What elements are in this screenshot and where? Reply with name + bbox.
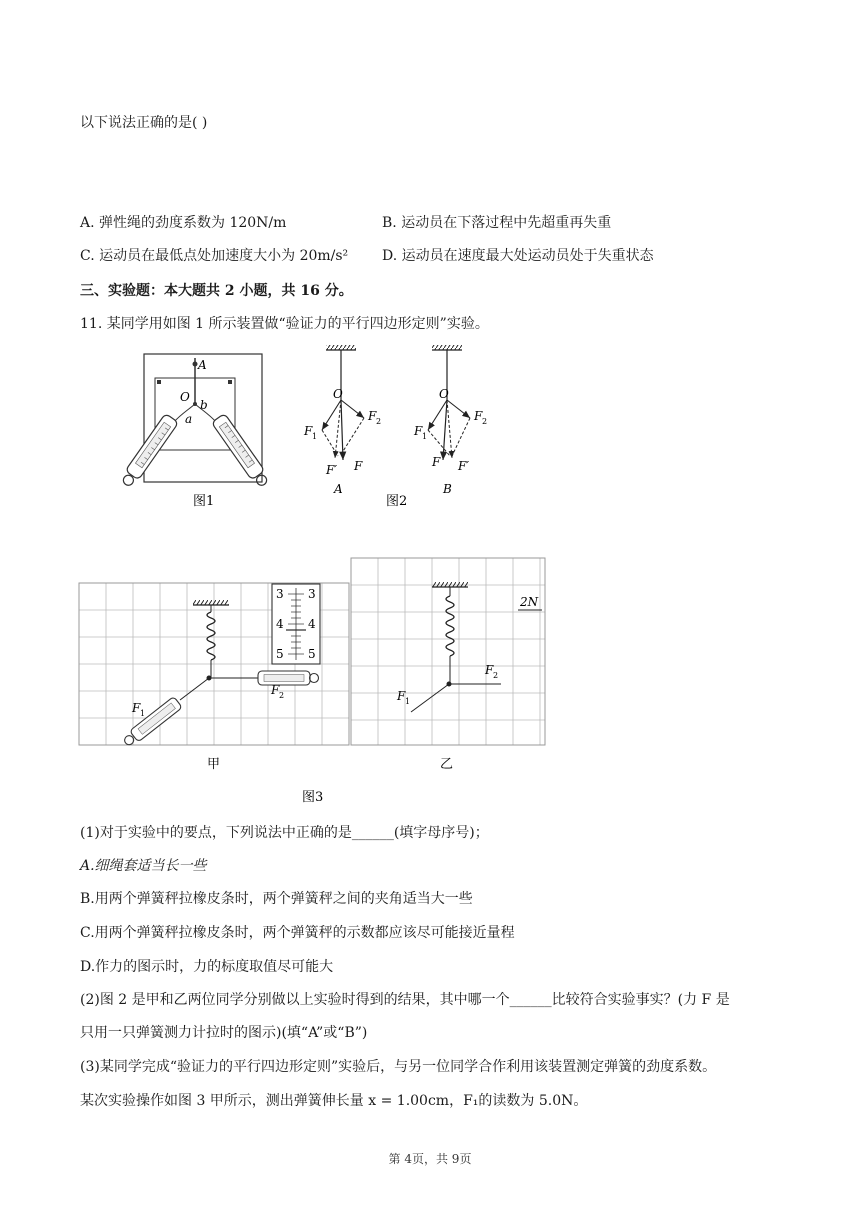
option-c: C. 运动员在最低点处加速度大小为 20m/s² <box>80 248 349 264</box>
svg-text:F: F <box>271 683 280 697</box>
option-d: D. 运动员在速度最大处运动员处于失重状态 <box>382 248 654 264</box>
svg-text:2: 2 <box>493 671 499 680</box>
svg-text:F: F <box>432 455 441 469</box>
sub1-stem: (1)对于实验中的要点，下列说法中正确的是______(填字母序号)； <box>80 825 489 841</box>
sub1-option-b: B.用两个弹簧秤拉橡皮条时，两个弹簧秤之间的夹角适当大一些 <box>80 891 473 907</box>
svg-text:F: F <box>132 701 141 715</box>
fig3-jia: 甲 <box>207 757 221 772</box>
label-o: O <box>180 390 190 404</box>
svg-text:1: 1 <box>140 709 146 718</box>
sub2-line1: (2)图 2 是甲和乙两位同学分别做以上实验时得到的结果，其中哪一个______比较符合实验事实？(力 F 是 <box>80 992 730 1008</box>
page-footer: 第 4页，共 9页 <box>388 1152 472 1166</box>
svg-text:5: 5 <box>308 647 316 661</box>
section-title: 三、实验题：本大题共 2 小题，共 16 分。 <box>80 283 353 299</box>
svg-text:2: 2 <box>482 417 488 426</box>
svg-text:2: 2 <box>279 691 285 700</box>
svg-text:F: F <box>397 689 406 703</box>
figure-1 <box>119 354 271 509</box>
svg-text:1: 1 <box>405 697 411 706</box>
sub3-line1: (3)某同学完成“验证力的平行四边形定则”实验后，与另一位同学合作利用该装置测定弹簧的劲度系数。 <box>80 1059 717 1075</box>
option-a: A. 弹性绳的劲度系数为 120N/m <box>80 215 287 231</box>
svg-text:4: 4 <box>308 617 316 631</box>
figure-3-yi <box>351 558 545 772</box>
svg-text:F: F <box>368 409 377 423</box>
svg-text:2: 2 <box>376 417 382 426</box>
sub1-option-d: D.作力的图示时，力的标度取值尽可能大 <box>80 959 334 975</box>
q11-stem: 11. 某同学用如图 1 所示装置做“验证力的平行四边形定则”实验。 <box>80 316 489 332</box>
label-b: b <box>200 398 208 412</box>
sub1-option-c: C.用两个弹簧秤拉橡皮条时，两个弹簧秤的示数都应该尽可能接近量程 <box>80 925 515 941</box>
svg-text:1: 1 <box>312 432 318 441</box>
fig2-sub-b: B <box>443 482 452 496</box>
figure-2a <box>303 345 407 509</box>
svg-text:3: 3 <box>276 587 284 601</box>
point-a <box>193 362 198 367</box>
fig3-caption: 图3 <box>302 790 324 805</box>
svg-text:5: 5 <box>276 647 284 661</box>
sub3-line2: 某次实验操作如图 3 甲所示，测出弹簧伸长量 x = 1.00cm，F₁的读数为 5.0N。 <box>80 1093 588 1109</box>
sub2-line2: 只用一只弹簧测力计拉时的图示)(填“A”或“B”) <box>80 1025 368 1041</box>
figure-3-jia <box>79 583 349 772</box>
fig1-caption: 图1 <box>193 494 215 509</box>
fig2-sub-a: A <box>334 482 343 496</box>
option-b: B. 运动员在下落过程中先超重再失重 <box>382 215 612 231</box>
svg-text:1: 1 <box>422 432 428 441</box>
question-intro: 以下说法正确的是( ) <box>80 115 208 131</box>
label-a: A <box>198 358 207 372</box>
svg-text:F: F <box>354 459 363 473</box>
fig2-caption: 图2 <box>386 494 408 509</box>
svg-text:F: F <box>414 424 423 438</box>
label-a-small: a <box>185 412 193 426</box>
svg-text:4: 4 <box>276 617 284 631</box>
scale-2n: 2N <box>520 595 539 609</box>
svg-text:O: O <box>333 387 343 401</box>
svg-text:F′: F′ <box>326 463 338 477</box>
svg-text:F: F <box>474 409 483 423</box>
sub1-option-a: A.细绳套适当长一些 <box>80 858 207 874</box>
svg-text:F: F <box>304 424 313 438</box>
fig3-yi: 乙 <box>440 757 454 772</box>
svg-text:F: F <box>485 663 494 677</box>
svg-text:3: 3 <box>308 587 316 601</box>
figure-2b <box>413 345 487 496</box>
svg-text:F′: F′ <box>458 459 470 473</box>
svg-text:O: O <box>439 387 449 401</box>
